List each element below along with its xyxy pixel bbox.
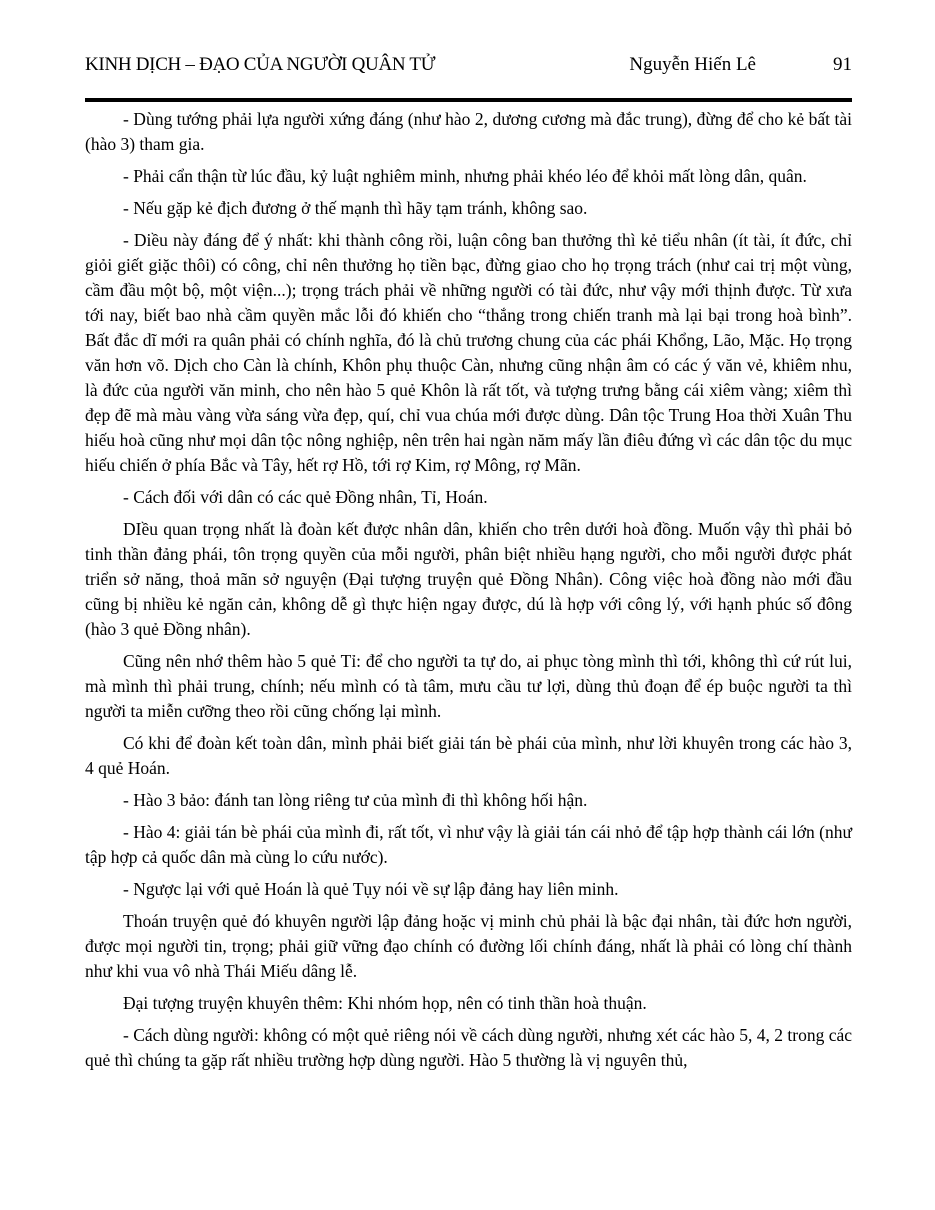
paragraph: - Hào 4: giải tán bè phái của mình đi, rất tốt, vì như vậy là giải tán cái nhỏ để tập hợp thành cái lớn (như tập hợp cả quốc dân mà cùng lo cứu nước). [85, 822, 852, 867]
page-number: 91 [833, 54, 852, 75]
body-text [85, 107, 852, 1073]
header-rule [85, 98, 852, 102]
author-name: Nguyễn Hiến Lê [629, 54, 756, 75]
paragraph: - Diều này đáng để ý nhất: khi thành công rồi, luận công ban thưởng thì kẻ tiểu nhân (ít tài, ít đức, chỉ giỏi giết giặc thôi) có công, chỉ nên thưởng họ tiền bạc, đừng giao cho họ trọng trách (như cai trị một vùng, cầm đầu một bộ, một viện...); trọng trách phải về những người có tài đức, như vậy mới thịnh được. Từ xưa tới nay, biết bao nhà cầm quyền mắc lỗi đó khiến cho “thắng trong chiến tranh mà lại bại trong hoà bình”. Bất đắc dĩ mới ra quân phải có chính nghĩa, đó là chủ trương chung của các phái Khổng, Lão, Mặc. Họ trọng văn hơn võ. Dịch cho Càn là chính, Khôn phụ thuộc Càn, nhưng cũng nhận âm có các ý văn vẻ, khiêm nhu, là đức của người văn minh, cho nên hào 5 quẻ Khôn là rất tốt, và tượng trưng bằng cái xiêm vàng; xiêm thì đẹp đẽ mà màu vàng vừa sáng vừa đẹp, quí, chỉ vua chúa mới được dùng. Dân tộc Trung Hoa thời Xuân Thu hiếu hoà cũng như mọi dân tộc nông nghiệp, nên trên hai ngàn năm mấy lần điêu đứng vì các dân tộc du mục hiếu chiến ở phía Bắc và Tây, hết rợ Hồ, tới rợ Kim, rợ Mông, rợ Mãn. [85, 230, 852, 475]
paragraph: Thoán truyện quẻ đó khuyên người lập đảng hoặc vị minh chủ phải là bậc đại nhân, tài đức hơn người, được mọi người tin, trọng; phải giữ vững đạo chính có đường lối chính đáng, nhất là phải có lòng chí thành như khi vua vô nhà Thái Miếu dâng lễ. [85, 911, 852, 981]
paragraph: - Ngược lại với quẻ Hoán là quẻ Tụy nói về sự lập đảng hay liên minh. [123, 879, 619, 899]
book-title: KINH DỊCH – ĐẠO CỦA NGƯỜI QUÂN TỬ [85, 54, 436, 75]
paragraph: DIều quan trọng nhất là đoàn kết được nhân dân, khiến cho trên dưới hoà đồng. Muốn vậy thì phải bỏ tinh thần đảng phái, tôn trọng quyền của mỗi người, phân biệt nhiều hạng người, cho mỗi người được phát triển sở năng, thoả mãn sở nguyện (Đại tượng truyện quẻ Đồng Nhân). Công việc hoà đồng nào mới đầu cũng bị nhiều kẻ ngăn cản, không dễ gì thực hiện ngay được, dú là hợp với công lý, với hạnh phúc số đông (hào 3 quẻ Đồng nhân). [85, 519, 852, 639]
paragraph: - Phải cẩn thận từ lúc đầu, kỷ luật nghiêm minh, nhưng phải khéo léo để khỏi mất lòng dân, quân. [123, 166, 807, 186]
paragraph: Đại tượng truyện khuyên thêm: Khi nhóm họp, nên có tinh thần hoà thuận. [123, 993, 647, 1013]
paragraph: - Dùng tướng phải lựa người xứng đáng (như hào 2, dương cương mà đắc trung), đừng để cho kẻ bất tài (hào 3) tham gia. [85, 109, 852, 154]
paragraph: - Cách đối với dân có các quẻ Đồng nhân, Tỉ, Hoán. [123, 487, 488, 507]
paragraph: - Hào 3 bảo: đánh tan lòng riêng tư của mình đi thì không hối hận. [123, 790, 588, 810]
page-header [85, 52, 852, 78]
paragraph: Có khi để đoàn kết toàn dân, mình phải biết giải tán bè phái của mình, như lời khuyên trong các hào 3, 4 quẻ Hoán. [85, 733, 852, 778]
paragraph: - Nếu gặp kẻ địch đương ở thế mạnh thì hãy tạm tránh, không sao. [123, 198, 588, 218]
paragraph: Cũng nên nhớ thêm hào 5 quẻ Tỉ: để cho người ta tự do, ai phục tòng mình thì tới, không thì cứ rút lui, mà mình thì phải trung, chính; nếu mình có tà tâm, mưu cầu tư lợi, dùng thủ đoạn để ép buộc người ta thì người ta miễn cưỡng theo rồi cũng chống lại mình. [85, 651, 852, 721]
paragraph: - Cách dùng người: không có một quẻ riêng nói về cách dùng người, nhưng xét các hào 5, 4, 2 trong các quẻ thì chúng ta gặp rất nhiều trường hợp dùng người. Hào 5 thường là vị nguyên thủ, [85, 1025, 852, 1070]
